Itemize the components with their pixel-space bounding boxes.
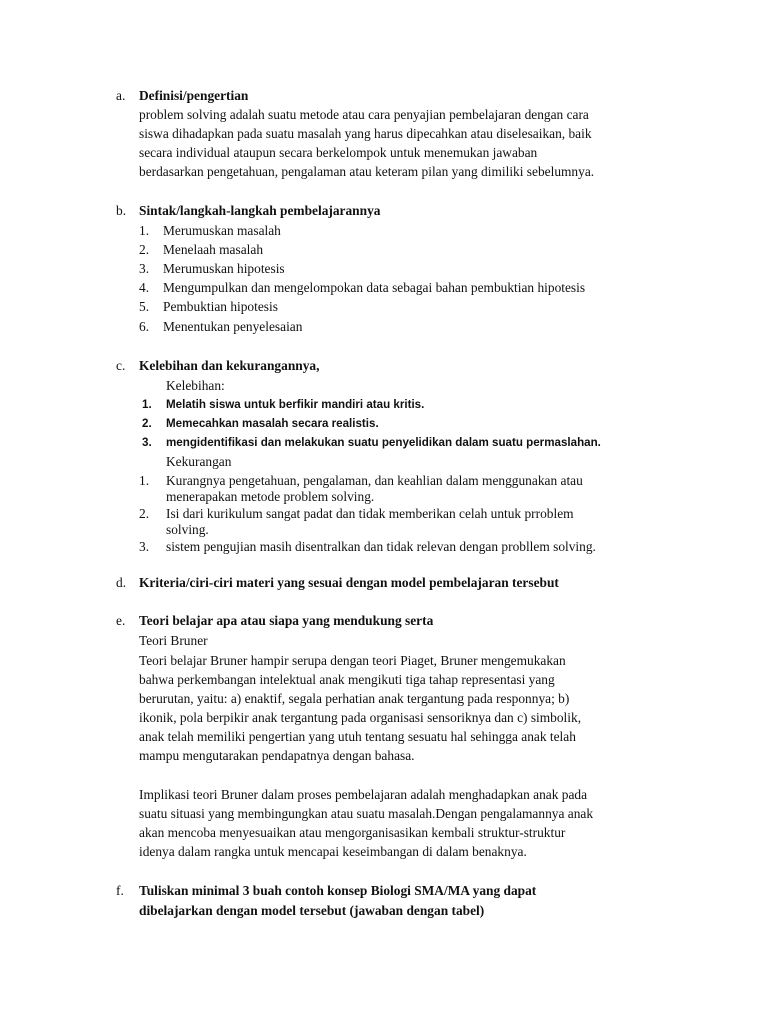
kelebihan-3-number: 3. [142,436,152,449]
bruner-para2-line-2: suatu situasi yang membingungkan atau suatu masalah.Dengan pengalamannya anak [139,806,594,821]
kekurangan-3-line-1: sistem pengujian masih disentralkan dan tidak relevan dengan probllem solving. [166,539,596,554]
kekurangan-2-line-2: solving. [166,522,209,537]
bruner-para1-line-6: mampu mengutarakan pendapatnya dengan bahasa. [139,748,415,763]
section-a-line-3: secara individual ataupun secara berkelompok untuk menemukan jawaban [139,145,538,160]
section-e-heading: Teori belajar apa atau siapa yang mendukung serta [139,613,434,628]
step-5-number: 5. [139,299,150,314]
step-4-text: Mengumpulkan dan mengelompokan data sebagai bahan pembuktian hipotesis [163,280,586,295]
kekurangan-1-line-2: menerapakan metode problem solving. [166,489,375,504]
kelebihan-2-text: Memecahkan masalah secara realistis. [166,417,379,430]
section-a-line-1: problem solving adalah suatu metode atau cara penyajian pembelajaran dengan cara [139,107,589,122]
step-2-number: 2. [139,242,150,257]
section-e-letter: e. [116,613,126,628]
section-a-letter: a. [116,88,126,103]
kelebihan-2-number: 2. [142,417,152,430]
section-d-heading: Kriteria/ciri-ciri materi yang sesuai dengan model pembelajaran tersebut [139,575,559,590]
section-a-heading: Definisi/pengertian [139,88,249,103]
bruner-para1-line-2: bahwa perkembangan intelektual anak mengikuti tiga tahap representasi yang [139,672,555,687]
kekurangan-3-number: 3. [139,539,150,554]
step-2-text: Menelaah masalah [163,242,264,257]
bruner-para2-line-1: Implikasi teori Bruner dalam proses pembelajaran adalah menghadapkan anak pada [139,787,588,802]
bruner-para1-line-1: Teori belajar Bruner hampir serupa dengan teori Piaget, Bruner mengemukakan [139,653,566,668]
step-3-number: 3. [139,261,150,276]
kekurangan-2-number: 2. [139,506,150,521]
section-b-letter: b. [116,203,127,218]
kekurangan-1-number: 1. [139,473,150,488]
kelebihan-3-text: mengidentifikasi dan melakukan suatu penyelidikan dalam suatu permaslahan. [166,436,601,449]
kekurangan-1-line-1: Kurangnya pengetahuan, pengalaman, dan keahlian dalam menggunakan atau [166,473,583,488]
bruner-para1-line-3: berurutan, yaitu: a) enaktif, segala perhatian anak tergantung pada responnya; b) [139,691,570,706]
step-4-number: 4. [139,280,150,295]
section-a-line-2: siswa dihadapkan pada suatu masalah yang harus dipecahkan atau diselesaikan, baik [139,126,592,141]
kekurangan-2-line-1: Isi dari kurikulum sangat padat dan tidak memberikan celah untuk prroblem [166,506,574,521]
section-f-letter: f. [116,883,124,898]
step-5-text: Pembuktian hipotesis [163,299,278,314]
bruner-para1-line-4: ikonik, pola berpikir anak tergantung pada organisasi sensoriknya dan c) simbolik, [139,710,582,725]
bruner-para1-line-5: anak telah memiliki pengertian yang utuh tentang sesuatu hal sehingga anak telah [139,729,576,744]
step-6-text: Menentukan penyelesaian [163,319,303,334]
step-1-number: 1. [139,223,150,238]
step-6-number: 6. [139,319,150,334]
section-c-heading: Kelebihan dan kekurangannya, [139,358,320,373]
kelebihan-1-text: Melatih siswa untuk berfikir mandiri atau kritis. [166,398,425,411]
section-a-line-4: berdasarkan pengetahuan, pengalaman atau keteram pilan yang dimiliki sebelumnya. [139,164,595,179]
section-d-letter: d. [116,575,127,590]
bruner-para2-line-4: idenya dalam rangka untuk mencapai keseimbangan di dalam benaknya. [139,844,527,859]
kekurangan-label: Kekurangan [166,454,232,469]
bruner-para2-line-3: akan mencoba menyesuaikan atau mengorganisasikan kembali struktur-struktur [139,825,566,840]
section-f-heading-line-1: Tuliskan minimal 3 buah contoh konsep Biologi SMA/MA yang dapat [139,883,537,898]
step-1-text: Merumuskan masalah [163,223,281,238]
section-b-heading: Sintak/langkah-langkah pembelajarannya [139,203,381,218]
kelebihan-label: Kelebihan: [166,378,225,393]
kelebihan-1-number: 1. [142,398,152,411]
section-e-subtitle: Teori Bruner [139,633,208,648]
section-f-heading-line-2: dibelajarkan dengan model tersebut (jawaban dengan tabel) [139,903,485,918]
section-c-letter: c. [116,358,126,373]
step-3-text: Merumuskan hipotesis [163,261,285,276]
